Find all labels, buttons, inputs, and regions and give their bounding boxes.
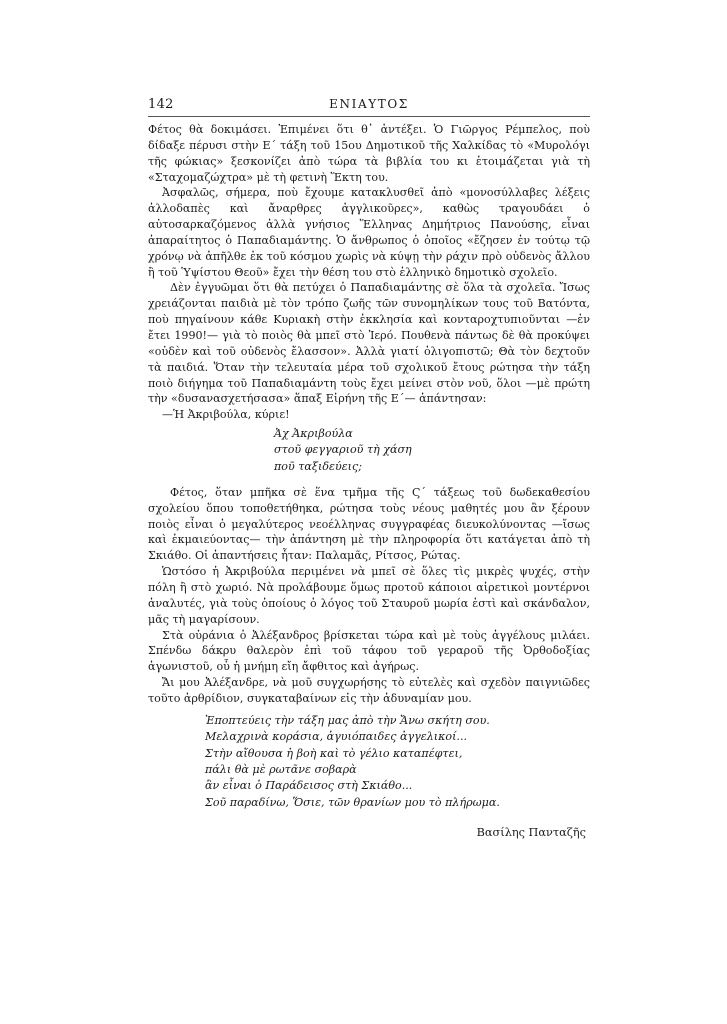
verse-line: Ἀχ Ἀκριβούλα (274, 427, 353, 441)
paragraph: Ἄι μου Ἀλέξανδρε, νὰ μοῦ συγχωρήσης τὸ εὐτελὲς καὶ σχεδὸν παιγνιῶδες τοῦτο ἀρθρίδιον, συγκαταβαίνων εἰς τὴν ἀδυναμίαν μου. (148, 676, 590, 705)
paragraph: Ὡστόσο ἡ Ἀκριβούλα περιμένει νὰ μπεῖ σὲ ὅλες τὶς μικρὲς ψυχές, στὴν πόλη ἢ στὸ χωριό. Νὰ προλάβουμε ὅμως προτοῦ κάποιοι αἱρετικοὶ μοντέρνοι ἀναλυτές, γιὰ τοὺς ὁποίους ὁ λόγος τοῦ Σταυροῦ μωρία ἐστὶ καὶ σκάνδαλον, μᾶς τὴ μαγαρίσουν. (148, 565, 590, 626)
verse-line: Ἐποπτεύεις τὴν τάξη μας ἀπὸ τὴν Ἄνω σκήτη σου. (205, 713, 490, 727)
paragraph: Στὰ οὐράνια ὁ Ἀλέξανδρος βρίσκεται τώρα καὶ μὲ τοὺς ἀγγέλους μιλάει. Σπένδω δάκρυ θαλερὸν ἐπὶ τοῦ τάφου τοῦ γεραροῦ τῆς Ὀρθοδοξίας ἀγωνιστοῦ, οὗ ἡ μνήμη εἴη ἄφθιτος καὶ ἀγήρως. (148, 628, 590, 674)
verse-line: Στὴν αἴθουσα ἡ βοὴ καὶ τὸ γέλιο καταπέφτει, (205, 746, 463, 760)
paragraph: Φέτος, ὅταν μπῆκα σὲ ἕνα τμῆμα τῆς Ϛ΄ τάξεως τοῦ δωδεκαθεσίου σχολείου ὅπου τοποθετήθηκα, ρώτησα τοὺς νέους μαθητές μου ἂν ξέρουν ποιὸς εἶναι ὁ μεγαλύτερος νεοέλληνας συγγραφέας διευκολύνοντας —ἴσως καὶ ἐκμαιεύοντας— τὴν ἀπάντηση μὲ τὴν πληροφορία ὅτι κατάγεται ἀπὸ τὴ Σκιάθο. Οἱ ἀπαντήσεις ἦταν: Παλαμᾶς, Ρίτσος, Ρώτας. (148, 485, 590, 563)
verse-line: ποῦ ταξιδεύεις; (274, 459, 362, 473)
verse-line: ἂν εἶναι ὁ Παράδεισος στὴ Σκιάθο... (205, 779, 413, 793)
dialogue-line: —Ἡ Ἀκριβούλα, κύριε! (162, 408, 290, 422)
author-signature: Βασίλης Πανταζῆς (476, 826, 586, 840)
running-title: ΕΝΙΑΥΤΟΣ (329, 97, 409, 111)
running-head (148, 97, 590, 115)
verse-line: στοῦ φεγγαριοῦ τὴ χάση (274, 443, 412, 457)
paragraph: Δὲν ἐγγυῶμαι ὅτι θὰ πετύχει ὁ Παπαδιαμάντης σὲ ὅλα τὰ σχολεῖα. Ἴσως χρειάζονται παιδιὰ μὲ τὸν τρόπο ζωῆς τῶν συνομηλίκων τους τοῦ Βατόντα, ποὺ πηγαίνουν κάθε Κυριακὴ στὴν ἐκκλησία καὶ κονταροχτυπιοῦνται —ἐν ἔτει 1990!— γιὰ τὸ ποιὸς θὰ μπεῖ στὸ Ἱερό. Πουθενὰ πάντως δὲ θὰ προκύψει «οὐδὲν καὶ τοῦ οὐδενὸς ἔλασσον». Ἀλλὰ γιατί ὀλιγοπιστῶ; Θὰ τὸν δεχτοῦν τὰ παιδιά. Ὅταν τὴν τελευταία μέρα τοῦ σχολικοῦ ἔτους ρώτησα τὴν τάξη ποιὸ διήγημα τοῦ Παπαδιαμάντη τοὺς ἔχει μείνει στὸν νοῦ, ὅλοι —μὲ πρώτη τὴν «δυσανασχετήσασα» ἅπαξ Εἰρήνη τῆς Ε΄— ἀπάντησαν: (148, 281, 590, 406)
verse-line: πάλι θὰ μὲ ρωτᾶνε σοβαρὰ (205, 762, 357, 776)
paragraph: Φέτος θὰ δοκιμάσει. Ἐπιμένει ὅτι θ᾽ ἀντέξει. Ὁ Γιῶργος Ρέμπελος, ποὺ δίδαξε πέρυσι στὴν Ε΄ τάξη τοῦ 15ου Δημοτικοῦ τῆς Χαλκίδας τὸ «Μυρολόγι τῆς φώκιας» ξεσκονίζει ἀπὸ τώρα τὰ βιβλία του κι ἑτοιμάζεται γιὰ τὴ «Σταχομαζώχτρα» μὲ τὴ φετινὴ Ἕκτη του. (148, 123, 590, 184)
header-divider (148, 116, 590, 117)
closing-poem (205, 713, 590, 811)
paragraph: Ἀσφαλῶς, σήμερα, ποὺ ἔχουμε κατακλυσθεῖ ἀπὸ «μονοσύλλαβες λέξεις ἀλλοδαπὲς καὶ ἄναρθρες ἀγγλικοῦρες», καθὼς τραγουδάει ὁ αὐτοσαρκαζόμενος ἀλλὰ γνήσιος Ἕλληνας Δημήτριος Πανούσης, εἶναι ἀπαραίτητος ὁ Παπαδιαμάντης. Ὁ ἄνθρωπος ὁ ὁποῖος «ἔζησεν ἐν τούτῳ τῷ χρόνῳ νὰ ἀπῆλθε ἐκ τοῦ κόσμου χωρὶς νὰ κύψῃ τὴν ράχιν πρὸ οὐδενὸς ἄλλου ἢ τοῦ Ὑψίστου Θεοῦ» ἔχει τὴν θέση του στὸ ἑλληνικὸ δημοτικὸ σχολεῖο. (148, 186, 590, 279)
verse-quote (274, 426, 590, 475)
article-body (148, 122, 590, 841)
page-number: 142 (148, 97, 174, 112)
verse-line: Μελαχρινὰ κοράσια, ἀγυιόπαιδες ἀγγελικοί... (205, 730, 467, 744)
verse-line: Σοῦ παραδίνω, Ὅσιε, τῶν θρανίων μου τὸ πλήρωμα. (205, 795, 500, 809)
